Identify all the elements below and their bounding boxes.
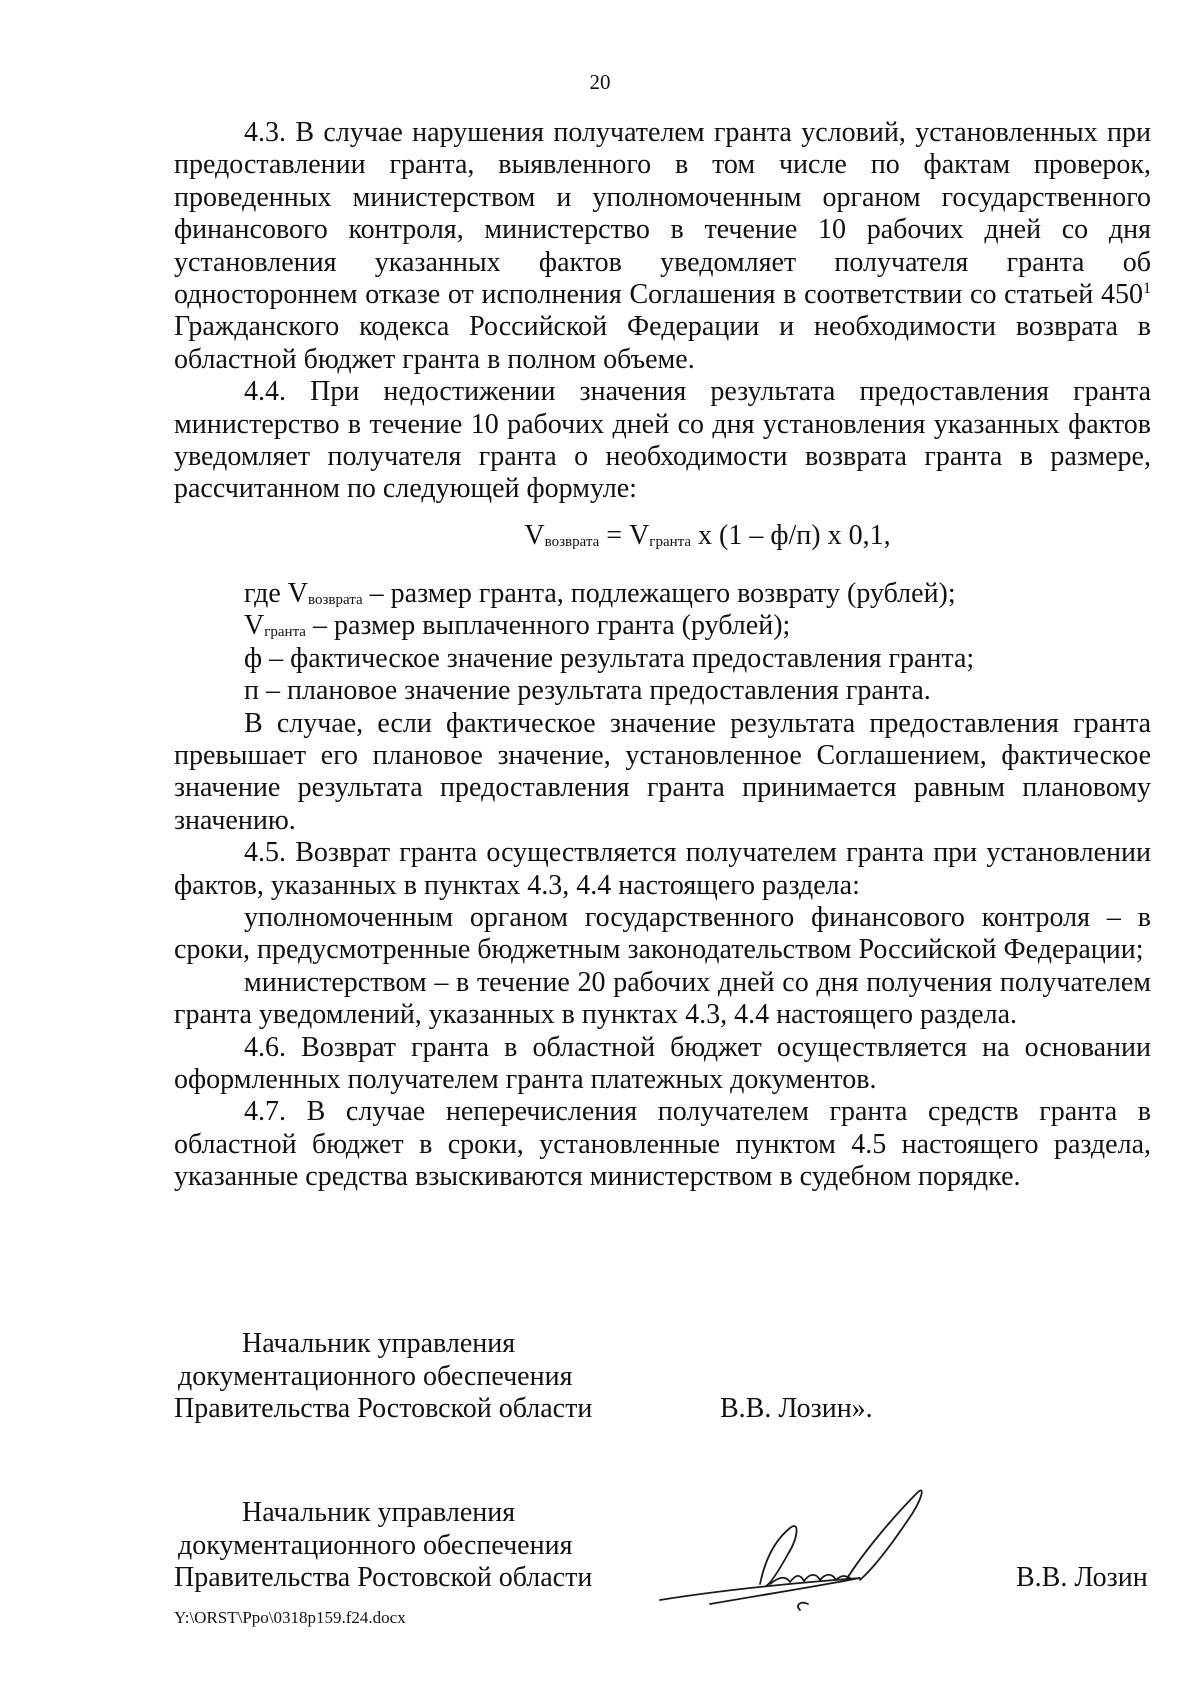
sig2-title-line2: документационного обеспечения [178, 1529, 573, 1561]
sig1-name: В.В. Лозин». [720, 1393, 873, 1424]
sig2-name: В.В. Лозин [1016, 1562, 1148, 1593]
paragraph-4-5-a: уполномоченным органом государственного финансового контроля – в сроки, предусмотренные бюджетным законодательством Российской Федерации; [174, 901, 1151, 966]
document-body [174, 117, 1151, 1194]
sig1-title-line3: Правительства Ростовской области [174, 1393, 593, 1424]
page-number: 20 [589, 70, 611, 94]
handwritten-signature-icon [650, 1480, 980, 1630]
sig2-title-line3: Правительства Ростовской области [174, 1562, 593, 1593]
paragraph-4-6: 4.6. Возврат гранта в областной бюджет осуществляется на основании оформленных получателем гранта платежных документов. [174, 1031, 1151, 1095]
definition-p: п – плановое значение результата предоставления гранта. [244, 675, 931, 707]
definition-f: ф – фактическое значение результата предоставления гранта; [244, 642, 975, 674]
formula: $V_{возврата} = V_{гранта}$ x (1 – ф/п) x 0,1, [524, 519, 891, 551]
paragraph-4-3: 4.3. В случае нарушения получателем гранта условий, установленных при предоставлении гранта, выявленного в том числе по фактам проверок, проведенных министерством и уполномоченным органом государственного финансового контроля, министерство в течение 10 рабочих дней со дня установления указанных фактов уведомляет получателя гранта об одностороннем отказе от исполнения Соглашения в соответствии со статьей $450^1$ Гражданского кодекса Российской Федерации и необходимости возврата в областной бюджет гранта в полном объеме. [174, 117, 1151, 375]
footer-file-path: Y:\ORST\Ppo\0318p159.f24.docx [174, 1608, 406, 1627]
paragraph-case: В случае, если фактическое значение результата предоставления гранта превышает его плановое значение, установленное Соглашением, фактическое значение результата предоставления гранта принимается равным плановому значению. [174, 707, 1151, 836]
article-superscript: 1 [1143, 280, 1151, 298]
sig2-title-line1: Начальник управления [242, 1497, 516, 1528]
definition-v-grant: $V_{гранта}$ – размер выплаченного гранта (рублей); [244, 610, 791, 642]
paragraph-4-4: 4.4. При недостижении значения результата предоставления гранта министерство в течение 10 рабочих дней со дня установления указанных фактов уведомляет получателя гранта о необходимости возврата гранта в размере, рассчитанном по следующей формуле: [174, 376, 1151, 505]
sig1-title-line1: Начальник управления [242, 1328, 516, 1359]
paragraph-4-7: 4.7. В случае неперечисления получателем гранта средств гранта в областной бюджет в сроки, установленные пунктом 4.5 настоящего раздела, указанные средства взыскиваются министерством в судебном порядке. [174, 1096, 1151, 1193]
paragraph-4-5-b: министерством – в течение 20 рабочих дней со дня получения получателем гранта уведомлений, указанных в пунктах 4.3, 4.4 настоящего раздела. [174, 966, 1151, 1031]
signature-block-1 [174, 1328, 1164, 1426]
sig1-title-line2: документационного обеспечения [178, 1360, 573, 1392]
definition-v-return: где $V_{возврата}$ – размер гранта, подлежащего возврату (рублей); [244, 577, 956, 609]
paragraph-4-5: 4.5. Возврат гранта осуществляется получателем гранта при установлении фактов, указанных в пунктах 4.3, 4.4 настоящего раздела: [174, 837, 1151, 901]
